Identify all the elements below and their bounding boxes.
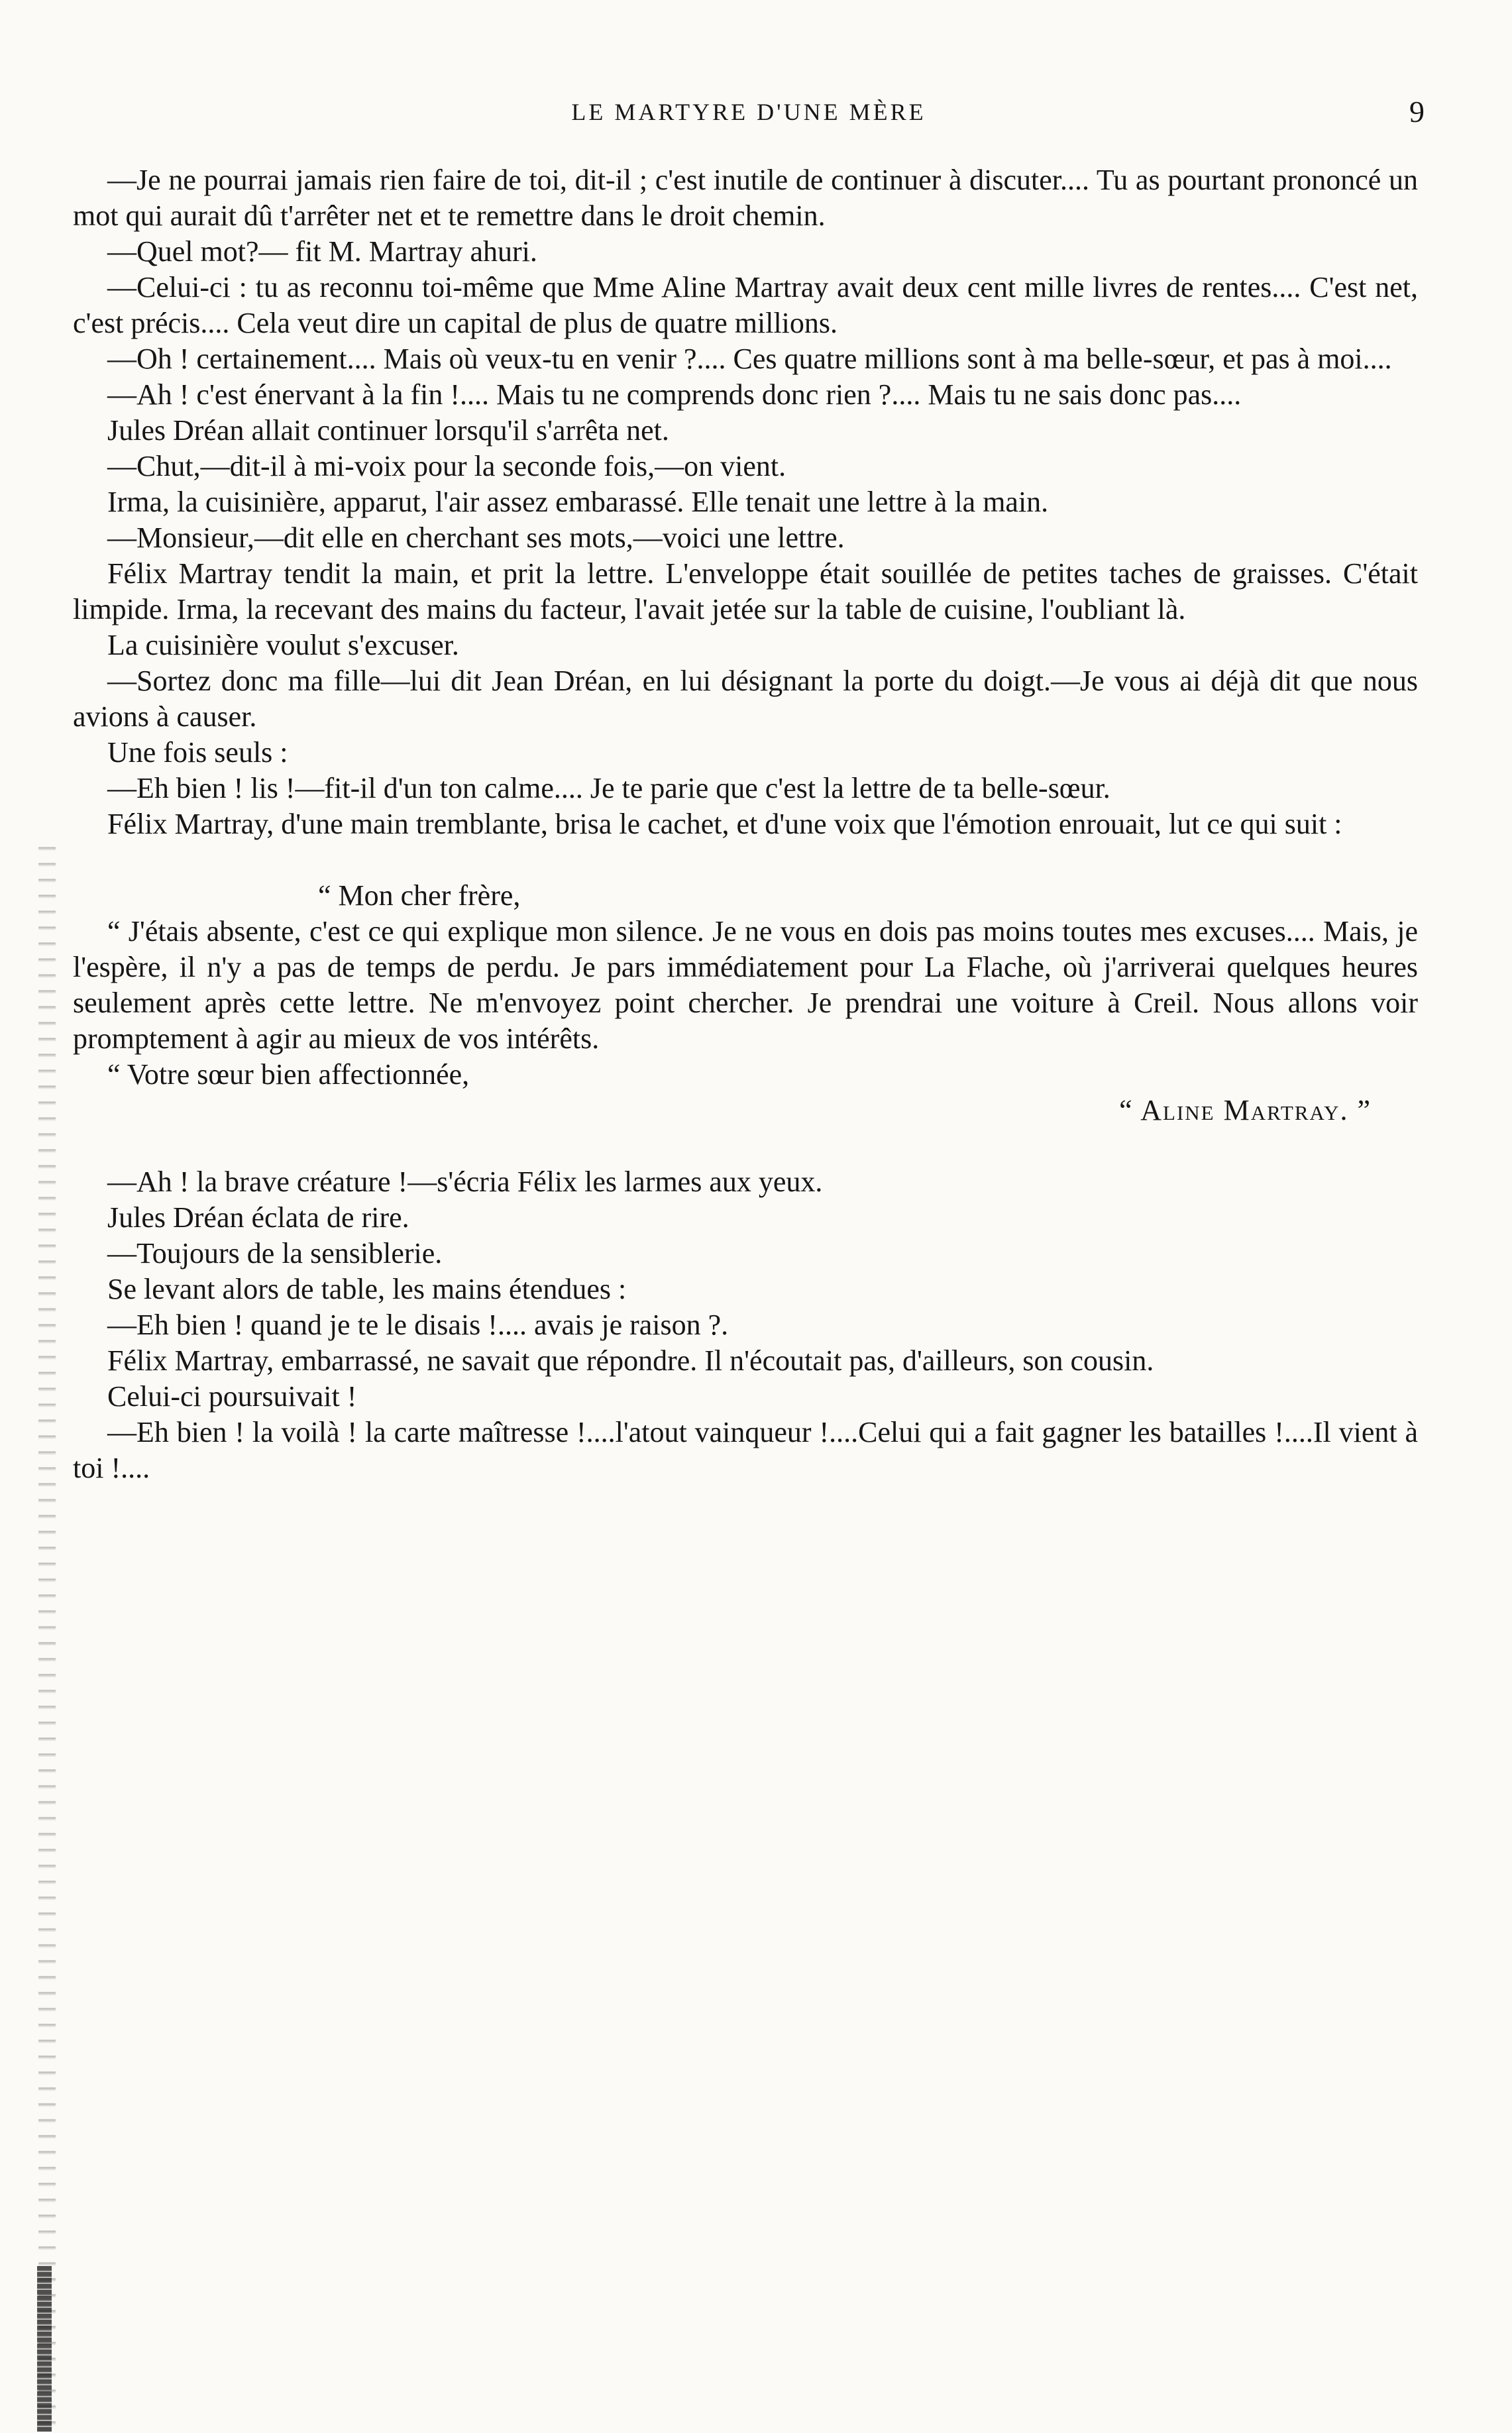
paragraph: —Ah ! c'est énervant à la fin !.... Mais tu ne comprends donc rien ?.... Mais tu ne sais donc pas....	[107, 378, 1242, 411]
paragraph: Se levant alors de table, les mains étendues :	[107, 1273, 627, 1305]
paragraph: Félix Martray tendit la main, et prit la lettre. L'enveloppe était souillée de petites taches de graisses. C'était limpide. Irma, la recevant des mains du facteur, l'avait jetée sur la table de cuisine, l'oubliant là.	[73, 557, 1418, 625]
paragraph: Jules Dréan éclata de rire.	[107, 1201, 409, 1234]
spacer	[73, 1128, 1418, 1164]
paragraph: —Sortez donc ma fille—lui dit Jean Dréan, en lui désignant la porte du doigt.—Je vous ai déjà dit que nous avions à causer.	[73, 665, 1418, 733]
letter-paragraph: “ J'étais absente, c'est ce qui explique mon silence. Je ne vous en dois pas moins toutes mes excuses.... Mais, je l'espère, il n'y a pas de temps de perdu. Je pars immédiatement pour La Flache, où j'arriverai quelques heures seulement après cette lettre. Ne m'envoyez point chercher. Je prendrai une voiture à Creil. Nous allons voir promptement à agir au mieux de vos intérêts.	[73, 915, 1418, 1055]
paragraph: —Toujours de la sensiblerie.	[107, 1237, 443, 1270]
paragraph: —Eh bien ! quand je te le disais !.... avais je raison ?.	[107, 1309, 729, 1341]
paragraph: —Quel mot?— fit M. Martray ahuri.	[107, 235, 537, 268]
paragraph: Irma, la cuisinière, apparut, l'air assez embarassé. Elle tenait une lettre à la main.	[107, 486, 1049, 518]
letter-salutation: “ Mon cher frère,	[318, 879, 521, 912]
paragraph: La cuisinière voulut s'excuser.	[107, 629, 459, 661]
paragraph: —Oh ! certainement.... Mais où veux-tu en venir ?.... Ces quatre millions sont à ma belle-sœur, et pas à moi....	[107, 343, 1392, 375]
paragraph: Jules Dréan allait continuer lorsqu'il s'arrêta net.	[107, 414, 669, 447]
quoted-letter	[73, 878, 1418, 1128]
paragraph: Une fois seuls :	[107, 736, 288, 769]
paragraph: —Eh bien ! lis !—fit-il d'un ton calme.... Je te parie que c'est la lettre de ta belle-sœur.	[107, 772, 1110, 804]
paragraph: Celui-ci poursuivait !	[107, 1380, 357, 1413]
paragraph: —Monsieur,—dit elle en cherchant ses mots,—voici une lettre.	[107, 521, 845, 554]
running-title: LE MARTYRE D'UNE MÈRE	[571, 99, 926, 125]
page-header	[73, 95, 1425, 138]
paragraph: —Eh bien ! la voilà ! la carte maîtresse !....l'atout vainqueur !....Celui qui a fait gagner les batailles !....Il vient à toi !....	[73, 1416, 1418, 1484]
paragraph: —Ah ! la brave créature !—s'écria Félix les larmes aux yeux.	[107, 1165, 823, 1198]
scan-margin-noise	[38, 835, 56, 2425]
letter-signature: “ Aline Martray. ”	[1119, 1094, 1372, 1126]
paragraph: —Chut,—dit-il à mi-voix pour la seconde fois,—on vient.	[107, 450, 786, 482]
paragraph: —Je ne pourrai jamais rien faire de toi, dit-il ; c'est inutile de continuer à discuter.... Tu as pourtant prononcé un mot qui aurait dû t'arrêter net et te remettre dans le droit chemin.	[73, 164, 1418, 232]
paragraph: Félix Martray, embarrassé, ne savait que répondre. Il n'écoutait pas, d'ailleurs, son cousin.	[107, 1344, 1154, 1377]
paragraph: —Celui-ci : tu as reconnu toi-même que Mme Aline Martray avait deux cent mille livres de rentes.... C'est net, c'est précis.... Cela veut dire un capital de plus de quatre millions.	[73, 271, 1418, 339]
body-text	[73, 162, 1418, 1486]
letter-paragraph: “ Votre sœur bien affectionnée,	[107, 1058, 470, 1091]
spacer	[73, 842, 1418, 878]
page-number: 9	[1409, 95, 1425, 129]
paragraph: Félix Martray, d'une main tremblante, brisa le cachet, et d'une voix que l'émotion enrouait, lut ce qui suit :	[107, 808, 1342, 840]
scan-margin-noise-dark	[37, 2266, 52, 2432]
